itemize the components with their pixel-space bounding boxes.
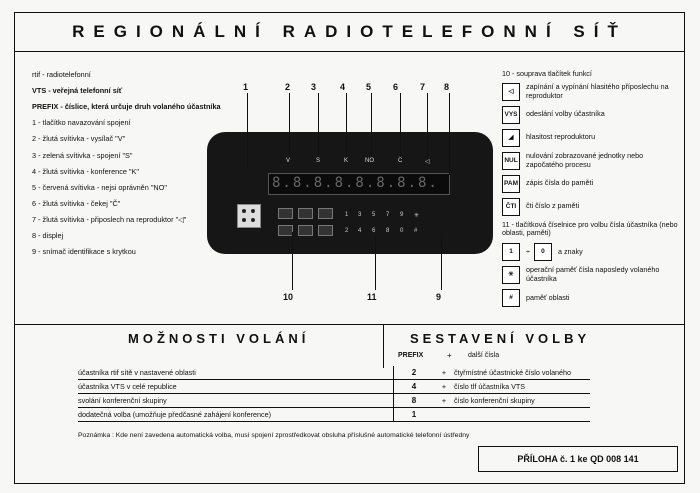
dial-key[interactable]: 0 (400, 228, 404, 234)
legend-item (502, 152, 678, 170)
function-key[interactable] (278, 225, 293, 236)
callout-5: 5 (366, 82, 372, 92)
table-row (78, 394, 590, 408)
leader-line (289, 93, 290, 157)
callout-8: 8 (444, 82, 450, 92)
legend-item: 4 - žlutá svítivka - konference "K" (32, 166, 139, 176)
dial-key[interactable]: 9 (400, 212, 404, 218)
legend-item: 6 - žlutá svítivka - čekej "Č" (32, 198, 121, 208)
dial-composition-heading: SESTAVENÍ VOLBY (410, 331, 591, 346)
table-cell: číslo konferenční skupiny (454, 396, 535, 405)
left-legend (32, 70, 232, 263)
callout-10: 10 (283, 292, 294, 302)
table-cell: 8 (411, 396, 417, 405)
legend-item: rtif - radiotelefonní (32, 70, 91, 79)
function-keys (278, 208, 333, 219)
nul-key-icon: NUL (502, 152, 520, 170)
page-title: REGIONÁLNÍ RADIOTELEFONNÍ SÍŤ (14, 12, 685, 52)
leader-line (292, 232, 293, 290)
table-cell: 4 (411, 382, 417, 391)
table-cell: svolání konferenční skupiny (78, 394, 394, 407)
right-legend-heading2: 11 - tlačítková číselnice pro volbu čísla účastníka (nebo oblasti, paměti) (502, 219, 678, 238)
callout-6: 6 (393, 82, 399, 92)
table-cell: číslo tlf účastníka VTS (454, 382, 526, 391)
table-row (78, 366, 590, 380)
table-row (78, 380, 590, 394)
leader-line (371, 93, 372, 157)
legend-item: 7 - žlutá svítivka - připoslech na reproduktor "◁" (32, 214, 187, 224)
function-key[interactable] (318, 208, 333, 219)
leader-line (427, 93, 428, 157)
appendix-label: PŘÍLOHA č. 1 ke QD 008 141 (478, 446, 678, 472)
table-cell: 1 (411, 410, 417, 419)
legend-item: PREFIX - číslice, která určuje druh volaného účastníka (32, 102, 221, 112)
display-digits: 8.8.8.8.8.8.8.8. (272, 175, 439, 191)
callout-1: 1 (243, 82, 249, 92)
legend-item: 3 - zelená svítivka - spojení "S" (32, 150, 133, 160)
legend-item: 2 - žlutá svítivka - vysílač "V" (32, 134, 126, 144)
callout-3: 3 (311, 82, 317, 92)
callout-11: 11 (367, 292, 377, 302)
legend-item (502, 106, 678, 124)
table-cell: + (441, 382, 447, 391)
function-key[interactable] (298, 225, 313, 236)
volume-icon: ◢ (502, 129, 520, 147)
legend-item (502, 175, 678, 193)
callout-4: 4 (340, 82, 346, 92)
pam-key-icon: PAM (502, 175, 520, 193)
dial-key[interactable]: 5 (372, 212, 376, 218)
digit-key-icon: 0 (534, 243, 552, 261)
identification-reader[interactable] (237, 204, 261, 228)
table-cell: účastníka VTS v celé republice (78, 380, 394, 393)
separator: ÷ (526, 246, 530, 256)
right-legend (502, 70, 678, 312)
legend-item (502, 243, 678, 261)
legend-item (502, 129, 678, 147)
leader-line (247, 93, 248, 169)
legend-text: čti číslo z paměti (526, 201, 580, 211)
legend-text: a znaky (557, 246, 583, 256)
hash-key-icon: # (502, 289, 520, 307)
legend-text: paměť oblasti (526, 292, 570, 302)
dial-key[interactable]: ✳ (414, 213, 420, 219)
digit-key-icon: 1 (502, 243, 520, 261)
legend-item: 9 - snímač identifikace s krytkou (32, 247, 136, 257)
function-key[interactable] (298, 208, 313, 219)
legend-item (502, 83, 678, 101)
legend-text: odeslání volby účastníka (526, 109, 605, 119)
legend-item (502, 266, 678, 284)
note-text: Poznámka : Kde není zavedena automatická volba, musí spojení zprostředkovat obsluha příslušné automatické telefonní ústředny (78, 432, 470, 439)
dial-key[interactable]: 4 (358, 228, 362, 234)
dial-key[interactable]: 1 (345, 212, 349, 218)
speaker-icon: ◁ (502, 83, 520, 101)
dial-key[interactable]: # (414, 228, 418, 234)
dial-key[interactable]: 7 (386, 212, 390, 218)
leader-line (449, 93, 450, 175)
indicator-v: V (286, 158, 291, 164)
dialing-table (78, 366, 590, 422)
legend-item (502, 198, 678, 216)
legend-item: 1 - tlačítko navazování spojení (32, 118, 131, 128)
table-cell: + (441, 396, 447, 405)
table-cell: + (441, 368, 447, 377)
table-cell: dodatečná volba (umožňuje předčasné zahájení konference) (78, 408, 394, 421)
table-cell: 2 (411, 368, 417, 377)
leader-line (375, 236, 376, 290)
indicator-no: NO (365, 158, 374, 164)
prefix-label: PREFIX (398, 352, 424, 359)
leader-line (441, 234, 442, 290)
dial-key[interactable]: 8 (386, 228, 390, 234)
star-key-icon: ✳ (502, 266, 520, 284)
legend-item (502, 289, 678, 307)
table-cell: účastníka rtif sítě v nastavené oblasti (78, 366, 394, 379)
right-legend-heading: 10 - souprava tlačítek funkcí (502, 69, 592, 78)
legend-text: zapínání a vypínání hlasitého příposlechu na reproduktor (526, 82, 669, 100)
dial-key[interactable]: 2 (345, 228, 349, 234)
leader-line (346, 93, 347, 157)
legend-text: hlasitost reproduktoru (526, 132, 596, 142)
table-row (78, 408, 590, 422)
indicator-speaker: ◁ (425, 159, 430, 165)
leader-line (318, 93, 319, 157)
legend-text: operační paměť čísla naposledy volaného účastníka (526, 265, 660, 283)
section-divider (14, 324, 685, 325)
legend-text: zápis čísla do paměti (526, 178, 594, 188)
indicator-s: S (316, 158, 321, 164)
legend-item: 8 - displej (32, 231, 64, 241)
function-key[interactable] (278, 208, 293, 219)
other-digits-label: další čísla (468, 352, 500, 359)
calling-options-heading: MOŽNOSTI VOLÁNÍ (128, 331, 310, 346)
leader-line (400, 93, 401, 157)
callout-9: 9 (436, 292, 442, 302)
column-divider (383, 324, 384, 368)
dial-key[interactable]: 6 (372, 228, 376, 234)
legend-text: nulování zobrazované jednotky nebo započatého procesu (526, 151, 644, 169)
plus-sign: + (447, 351, 452, 360)
legend-item: VTS - veřejná telefonní síť (32, 86, 123, 96)
callout-2: 2 (285, 82, 291, 92)
function-key[interactable] (318, 225, 333, 236)
callout-7: 7 (420, 82, 426, 92)
legend-item: 5 - červená svítivka - nejsi oprávněn "NO" (32, 182, 167, 192)
vys-key-icon: VYS (502, 106, 520, 124)
dial-key[interactable]: 3 (358, 212, 362, 218)
cti-key-icon: ČTI (502, 198, 520, 216)
table-cell: čtyřmístné účastnické číslo volaného (454, 368, 572, 377)
indicator-c: Č (398, 158, 403, 164)
function-keys-row2 (278, 225, 333, 236)
indicator-k: K (344, 158, 349, 164)
